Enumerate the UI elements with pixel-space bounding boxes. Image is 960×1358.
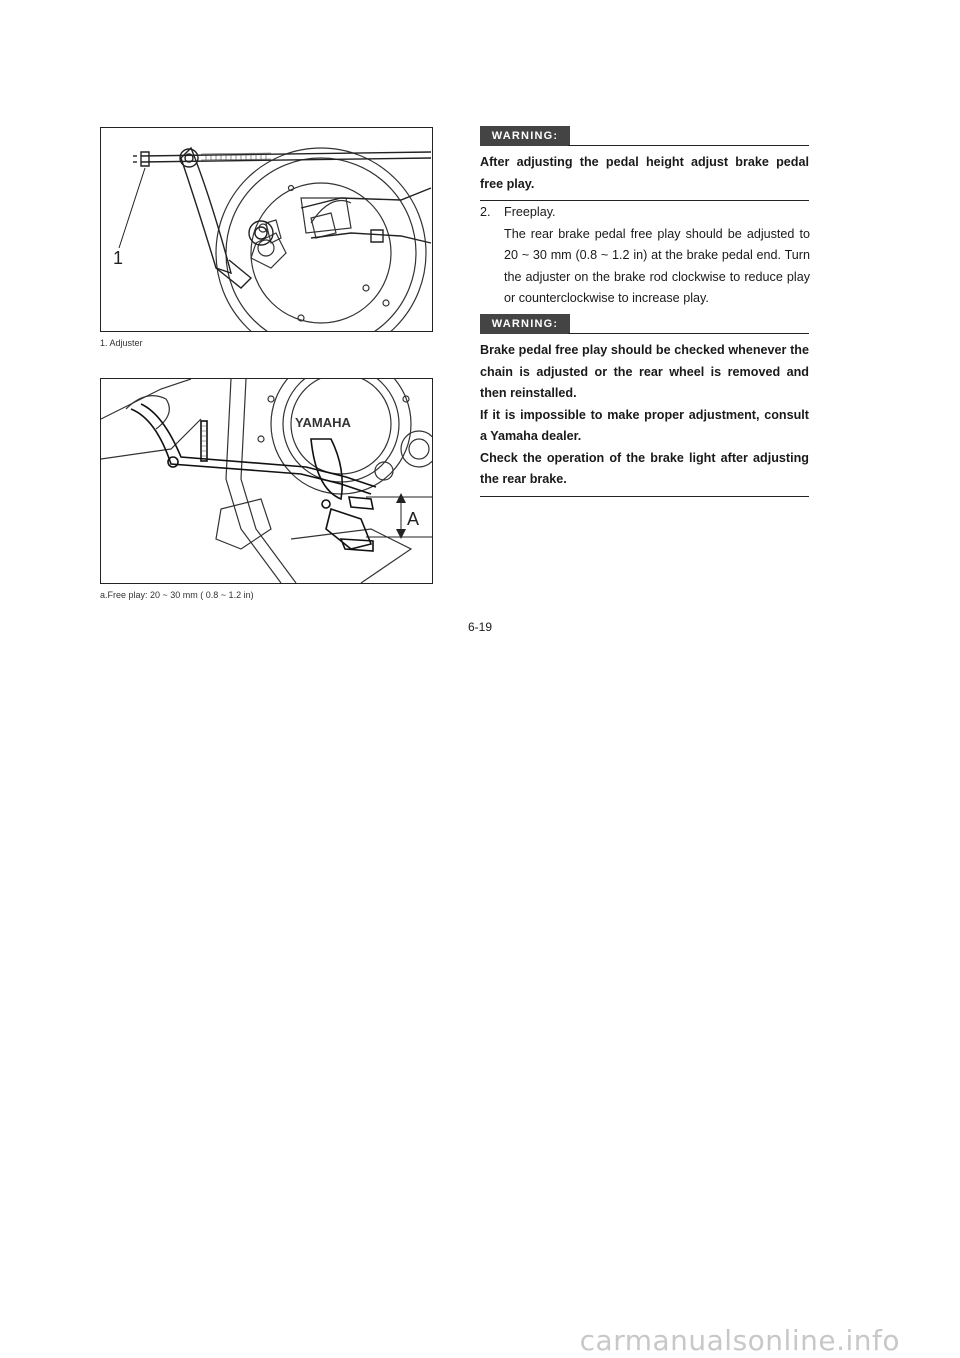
step-number: 2. bbox=[480, 205, 491, 219]
figure-brake-pedal bbox=[100, 378, 433, 584]
brake-adjuster-illustration bbox=[101, 128, 432, 331]
warning-rule bbox=[568, 333, 809, 334]
step-freeplay bbox=[480, 202, 810, 310]
figure2-caption: a.Free play: 20 ~ 30 mm ( 0.8 ~ 1.2 in) bbox=[100, 590, 254, 600]
callout-a: A bbox=[407, 509, 420, 529]
warning-header bbox=[480, 126, 809, 146]
warning-body bbox=[480, 340, 809, 497]
footer-watermark: carmanualsonline.info bbox=[579, 1324, 900, 1357]
warning-body bbox=[480, 152, 809, 201]
warning-text: Brake pedal free play should be checked whenever the chain is adjusted or the rear wheel is removed and then reinstalled. bbox=[480, 343, 809, 400]
callout-1: 1 bbox=[113, 248, 124, 268]
warning-label: WARNING: bbox=[480, 314, 570, 334]
yamaha-logo-text: YAMAHA bbox=[295, 415, 351, 430]
warning-header bbox=[480, 314, 809, 334]
warning-pedal-height bbox=[480, 126, 809, 201]
step-text: The rear brake pedal free play should be adjusted to 20 ~ 30 mm (0.8 ~ 1.2 in) at the brake pedal end. Turn the adjuster on the brake rod clockwise to reduce play or counterclockwise to increase play. bbox=[504, 226, 810, 305]
dimension-arrow-up-icon bbox=[396, 493, 406, 503]
figure-brake-adjuster bbox=[100, 127, 433, 332]
step-title: Freeplay. bbox=[504, 205, 556, 219]
brake-pedal-illustration bbox=[101, 379, 432, 583]
warning-text: After adjusting the pedal height adjust brake pedal free play. bbox=[480, 155, 809, 191]
page-number: 6-19 bbox=[467, 620, 493, 634]
warning-text: If it is impossible to make proper adjustment, consult a Yamaha dealer. bbox=[480, 407, 809, 443]
warning-free-play bbox=[480, 314, 809, 497]
figure1-caption: 1. Adjuster bbox=[100, 338, 143, 348]
warning-text: Check the operation of the brake light after adjusting the rear brake. bbox=[480, 450, 809, 486]
warning-rule bbox=[568, 145, 809, 146]
warning-label: WARNING: bbox=[480, 126, 570, 146]
